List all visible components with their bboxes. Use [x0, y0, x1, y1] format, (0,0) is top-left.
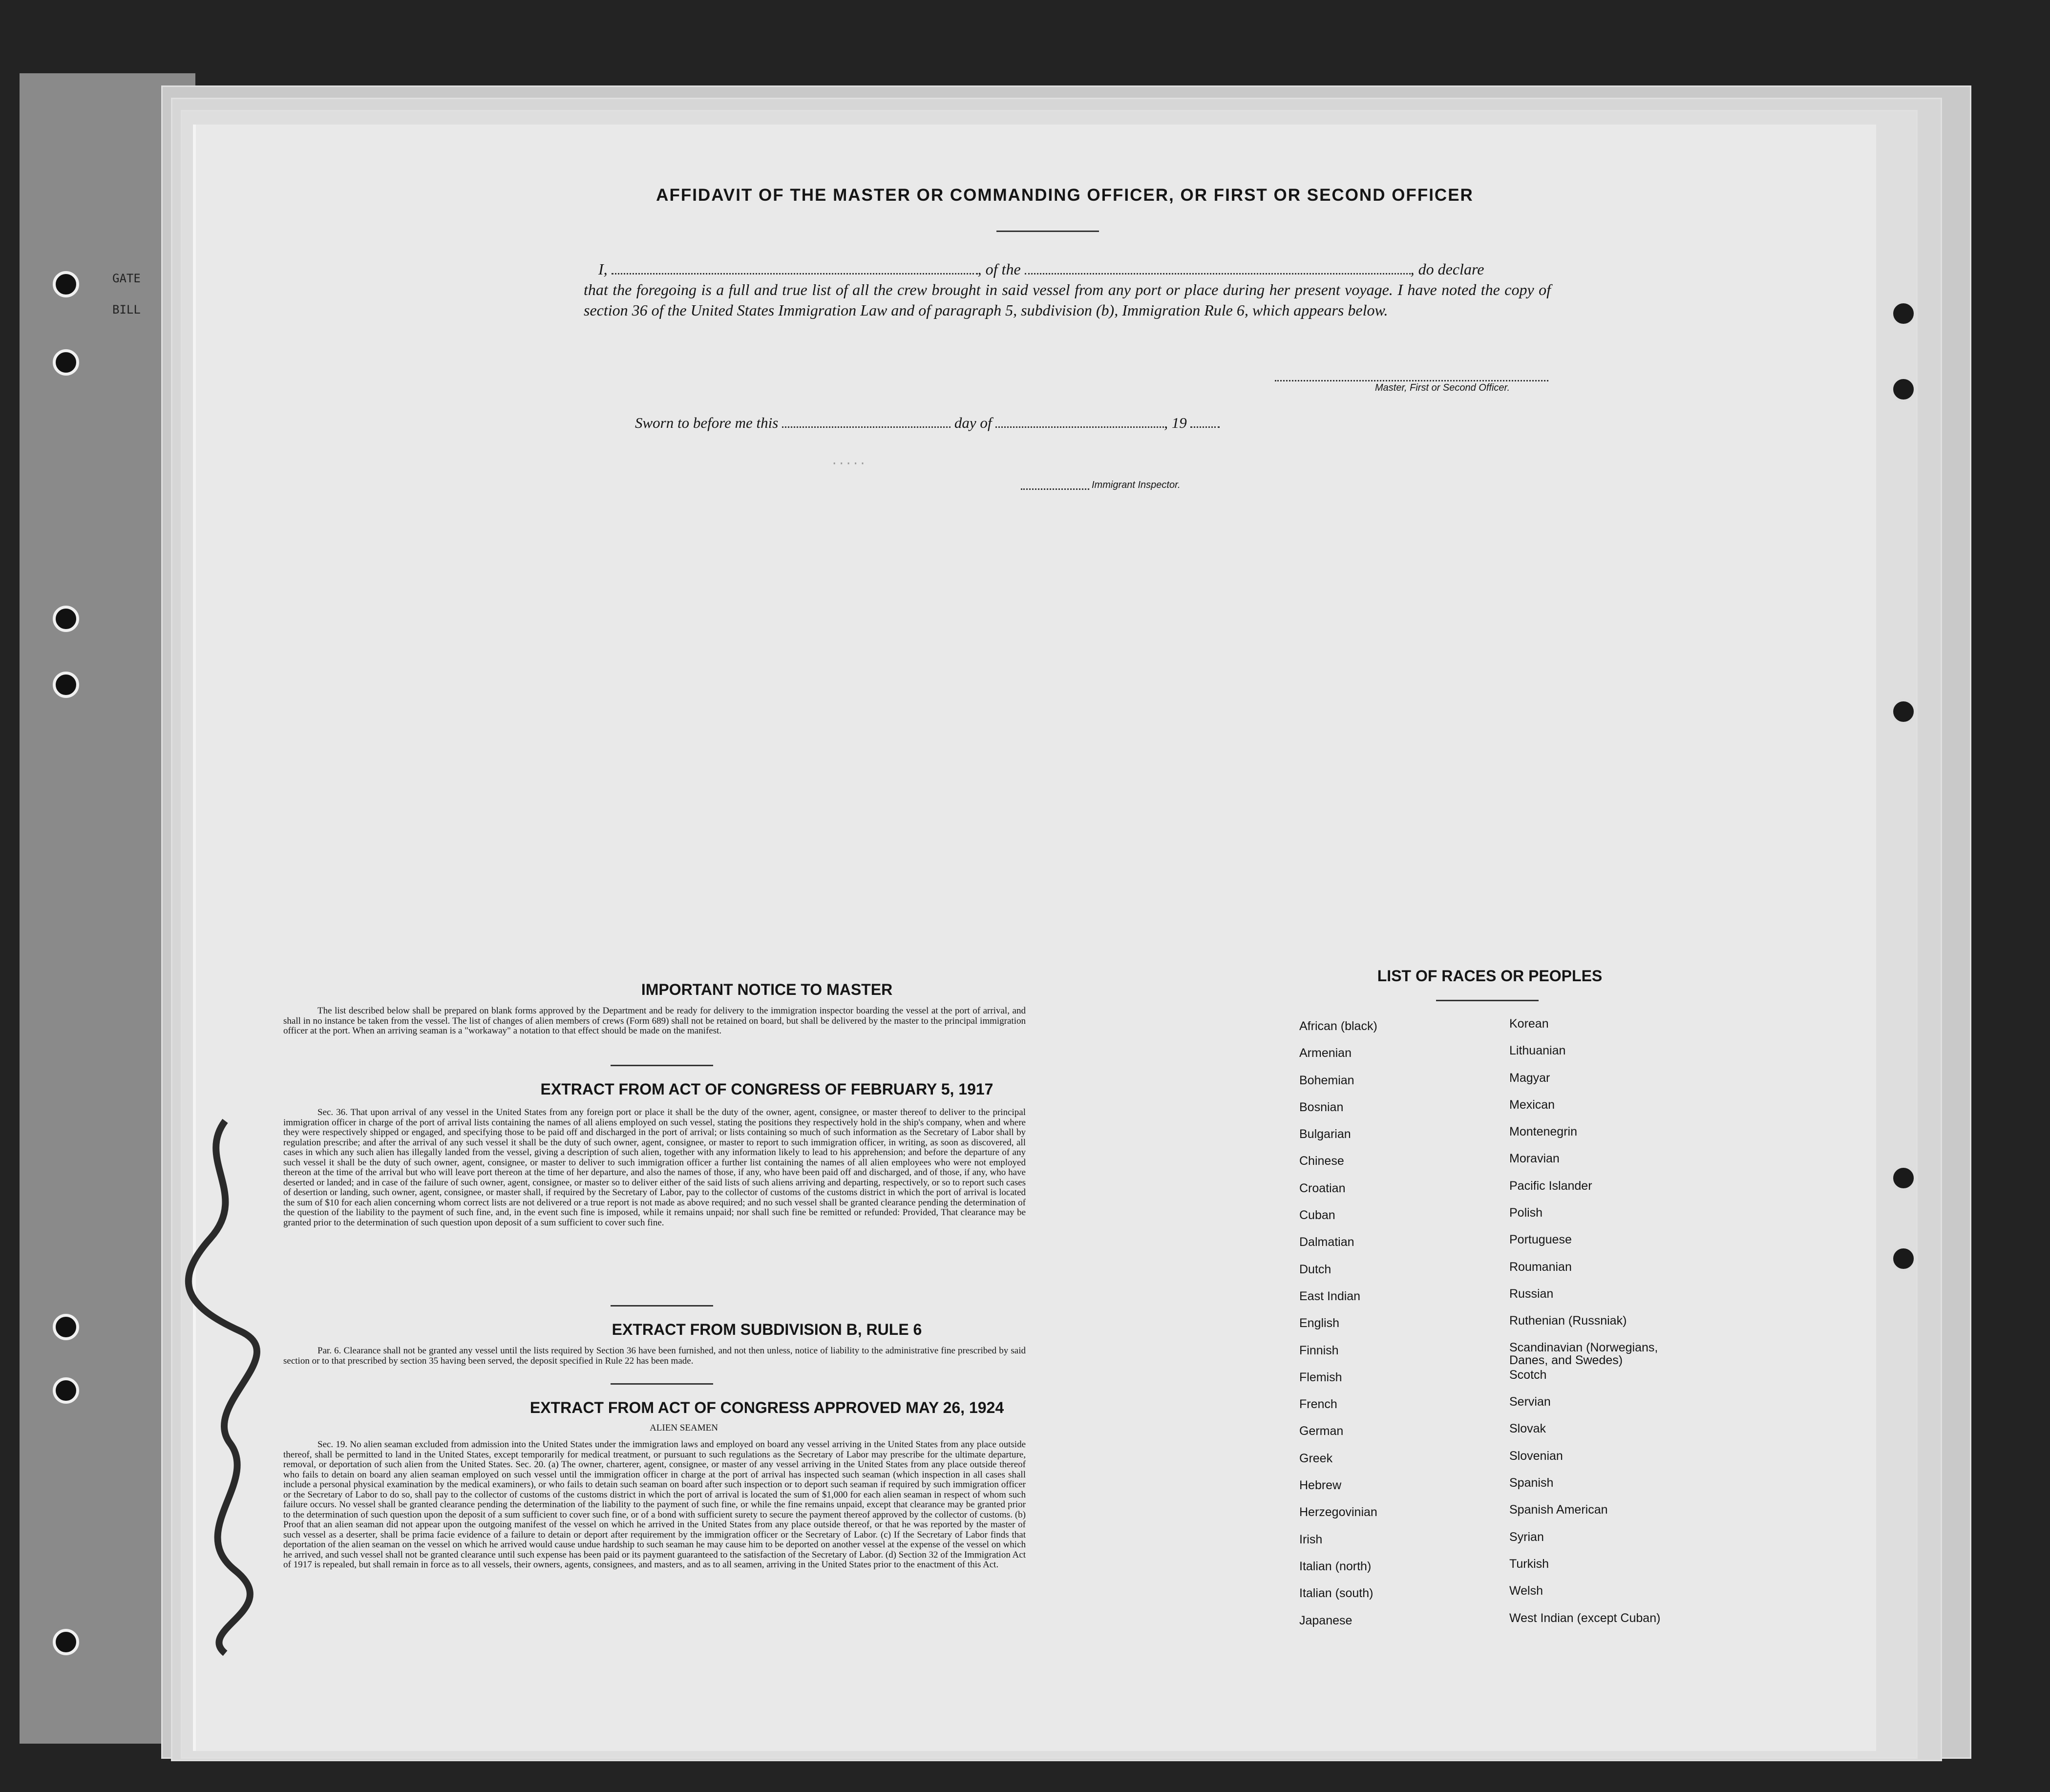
- race-item: Mexican: [1509, 1097, 1555, 1112]
- race-item: Moravian: [1509, 1152, 1560, 1166]
- notice-text: The list described below shall be prepared on blank forms approved by the Department and be ready for delivery to the immigration inspector boarding the vessel at the port of arrival, and shall in no instance be taken from the vessel. The list of changes of alien members of crews (Form 689) shall not be retained on board, but shall be delivered by the master to the principal immigration officer at the port. When an arriving seaman is a "workaway" a notation to that effect should be made on the manifest.: [283, 1006, 1026, 1036]
- declarant-prefix: I,: [598, 260, 608, 278]
- master-signature-label: Master, First or Second Officer.: [1375, 382, 1510, 393]
- inspector-label: Immigrant Inspector.: [1092, 480, 1181, 490]
- race-item: Syrian: [1509, 1530, 1544, 1544]
- binder-hole: [53, 1377, 79, 1404]
- races-title: LIST OF RACES OR PEOPLES: [1377, 967, 1603, 985]
- pen-scribble: [167, 1101, 274, 1663]
- notice-title: IMPORTANT NOTICE TO MASTER: [641, 981, 893, 998]
- binder-hole: [53, 349, 79, 376]
- declare-text: , do declare: [1410, 260, 1484, 278]
- race-item: Japanese: [1299, 1613, 1353, 1627]
- binder-hole: [53, 271, 79, 297]
- race-item: Cuban: [1299, 1208, 1335, 1223]
- stamp-line: BILL: [112, 303, 141, 316]
- race-item: Dalmatian: [1299, 1235, 1354, 1249]
- race-item: Scotch: [1509, 1368, 1547, 1382]
- race-item: Magyar: [1509, 1071, 1550, 1085]
- race-item: Bosnian: [1299, 1100, 1344, 1114]
- binder-hole: [53, 672, 79, 698]
- race-item: Finnish: [1299, 1343, 1339, 1357]
- race-item: Flemish: [1299, 1370, 1342, 1384]
- race-item: German: [1299, 1424, 1344, 1438]
- binder-hole: [53, 1314, 79, 1340]
- race-item: Irish: [1299, 1532, 1323, 1546]
- extract-1924-subtitle: ALIEN SEAMEN: [650, 1423, 718, 1433]
- extract-rule6-text: Par. 6. Clearance shall not be granted any vessel until the lists required by Section 36 have been furnished, and not then unless, notice of liability to the administrative fine prescribed by said section or to that prescribed by section 35 having been served, the deposit specified in Rule 22 has been made.: [283, 1346, 1026, 1366]
- race-item: Italian (south): [1299, 1586, 1374, 1601]
- race-item: Chinese: [1299, 1154, 1344, 1168]
- race-item: English: [1299, 1316, 1339, 1330]
- race-item: East Indian: [1299, 1289, 1361, 1303]
- races-right-column: [1509, 1017, 1685, 1638]
- extract-rule6-title: EXTRACT FROM SUBDIVISION B, RULE 6: [612, 1321, 922, 1338]
- extract-1917-title: EXTRACT FROM ACT OF CONGRESS OF FEBRUARY 5, 1917: [540, 1080, 993, 1098]
- faint-handwriting: ·····: [831, 457, 866, 470]
- sworn-prefix: Sworn to before me this: [635, 414, 779, 431]
- race-item: Roumanian: [1509, 1260, 1572, 1274]
- race-item: Montenegrin: [1509, 1125, 1577, 1139]
- declarant-name-blank[interactable]: [612, 273, 978, 274]
- master-signature-line: [1275, 380, 1548, 381]
- sworn-year-label: , 19: [1164, 414, 1187, 431]
- section-divider: [611, 1383, 713, 1385]
- race-item: Turkish: [1509, 1557, 1549, 1571]
- race-item: Bulgarian: [1299, 1127, 1351, 1141]
- sworn-day-blank[interactable]: [782, 426, 951, 428]
- binder-hole: [53, 606, 79, 632]
- race-item: African (black): [1299, 1019, 1377, 1033]
- binder-hole: [1890, 1165, 1917, 1191]
- race-item: Slovenian: [1509, 1449, 1563, 1463]
- affidavit-title: AFFIDAVIT OF THE MASTER OR COMMANDING OFFICER, OR FIRST OR SECOND OFFICER: [656, 186, 1474, 205]
- race-item: Dutch: [1299, 1262, 1331, 1276]
- race-item: Croatian: [1299, 1181, 1346, 1195]
- race-item: Russian: [1509, 1286, 1554, 1301]
- inspector-signature-line: [1021, 488, 1089, 490]
- races-left-column: [1299, 1019, 1377, 1641]
- binder-hole: [1890, 376, 1917, 402]
- race-item: Lithuanian: [1509, 1044, 1566, 1058]
- sworn-line: [635, 414, 1220, 432]
- vessel-name-blank[interactable]: [1025, 273, 1411, 274]
- race-item: Polish: [1509, 1206, 1543, 1220]
- declaration-line: [584, 259, 1551, 279]
- race-item: West Indian (except Cuban): [1509, 1611, 1661, 1625]
- sworn-day-label: day of: [954, 414, 992, 431]
- race-item: Herzegovinian: [1299, 1505, 1377, 1519]
- race-item: Scandinavian (Norwegians, Danes, and Swedes): [1509, 1340, 1658, 1367]
- race-item: Hebrew: [1299, 1478, 1342, 1493]
- race-item: Armenian: [1299, 1046, 1352, 1060]
- affidavit-body: that the foregoing is a full and true list of all the crew brought in said vessel from any port or place during her present voyage. I have noted the copy of section 36 of the United States Immigration Law and of paragraph 5, subdivision (b), Immigration Rule 6, which appears below.: [584, 281, 1551, 319]
- sworn-year-blank[interactable]: [1190, 426, 1220, 428]
- extract-1924-text: Sec. 19. No alien seaman excluded from admission into the United States under the immigration laws and employed on board any vessel arriving in the United States from any place outside thereof, shall be permitted to land in the United States, except temporarily for medical treatment, or pursuant to such regulations as the Secretary of Labor may prescribe for the ultimate departure, removal, or deportation of such alien from the United States. Sec. 20. (a) The owner, charterer, agent, consignee, or master of any vessel arriving in the United States from any place outside thereof who fails to detain on board any alien seaman employed on such vessel until the immigration officer in charge at the port of arrival has inspected such seaman (which inspection in all cases shall include a personal physical examination by the medical examiners), or who fails to detain such seaman on board after such inspection or to deport such seaman if required by such immigration officer or the Secretary of Labor to do so, shall pay to the collector of customs of the customs district in which the port of arrival is located the sum of $1,000 for each alien seaman in respect of whom such failure occurs. No vessel shall be granted clearance pending the determination of the liability to the payment of such fine, or while the fine remains unpaid, except that clearance may be granted prior to the determination of such question upon the deposit of a sum sufficient to cover such fine, or of a bond with sufficient surety to secure the payment thereof approved by the collector of customs. (b) Proof that an alien seaman did not appear upon the outgoing manifest of the vessel on which he arrived in the United States from any place outside thereof, or that he was reported by the master of such vessel as a deserter, shall be prima facie evidence of a failure to detain or deport after requirement by the immigration officer or the Secretary of Labor. (c) If the Secretary of Labor finds that deportation of the alien seaman on the vessel on which he arrived would cause undue hardship to such seaman he may cause him to be deported on another vessel at the expense of the vessel on which he arrived, and such vessel shall not be granted clearance until such expense has been paid or its payment guaranteed to the satisfaction of the Secretary of Labor. (d) Section 32 of the Immigration Act of 1917 is repealed, but shall remain in force as to all vessels, their owners, agents, consignees, and masters, and as to all seamen, arriving in the United States prior to the enactment of this Act.: [283, 1439, 1026, 1570]
- extract-1924-title: EXTRACT FROM ACT OF CONGRESS APPROVED MAY 26, 1924: [529, 1399, 1004, 1416]
- title-divider: [996, 231, 1099, 232]
- race-item: Korean: [1509, 1017, 1549, 1031]
- binder-hole: [1890, 1245, 1917, 1272]
- section-divider: [611, 1305, 713, 1307]
- vessel-prefix: , of the: [977, 260, 1021, 278]
- race-item: Greek: [1299, 1451, 1333, 1465]
- section-divider: [611, 1065, 713, 1066]
- stamp-line: GATE: [112, 272, 141, 285]
- race-item: Spanish American: [1509, 1503, 1608, 1517]
- race-item: Ruthenian (Russniak): [1509, 1314, 1627, 1328]
- binder-hole: [1890, 698, 1917, 725]
- race-item: Welsh: [1509, 1584, 1543, 1598]
- race-item: Bohemian: [1299, 1073, 1354, 1087]
- race-item: Italian (north): [1299, 1559, 1372, 1573]
- affidavit-statement: [584, 259, 1551, 320]
- races-divider: [1436, 1000, 1539, 1001]
- race-item: Spanish: [1509, 1476, 1554, 1490]
- binder-hole: [53, 1629, 79, 1655]
- binder-hole: [1890, 300, 1917, 327]
- race-item: Slovak: [1509, 1422, 1546, 1436]
- race-item: Servian: [1509, 1395, 1551, 1409]
- race-item: Pacific Islander: [1509, 1179, 1592, 1193]
- extract-1917-text: Sec. 36. That upon arrival of any vessel in the United States from any foreign port or place it shall be the duty of the owner, agent, consignee, or master thereof to deliver to the principal immigration officer in charge of the port of arrival lists containing the names of all aliens employed on such vessel, stating the positions they respectively hold in the ship's company, when and where they were respectively shipped or engaged, and specifying those to be paid off and discharged in the port of arrival; or lists containing so much of such information as the Secretary of Labor shall by regulation prescribe; and after the arrival of any such vessel it shall be the duty of such owner, agent, consignee, or master to report to such immigration officer, in writing, as soon as discovered, all cases in which any such alien has illegally landed from the vessel, giving a description of such alien, together with any information likely to lead to his apprehension; and before the departure of any such vessel it shall be the duty of such owner, agent, consignee, or master to deliver to such immigration officer a further list containing the names of all alien employees who were not employed thereon at the time of the arrival but who will leave port thereon at the time of her departure, and also the names of those, if any, who have been paid off and discharged, and of those, if any, who have deserted or landed; and in case of the failure of such owner, agent, consignee, or master so to deliver either of the said lists of such aliens arriving and departing, respectively, or so to report such cases of desertion or landing, such owner, agent, consignee, or master shall, if required by the Secretary of Labor, pay to the collector of customs of the customs district in which the port of arrival is located the sum of $10 for each alien concerning whom correct lists are not delivered or a true report is not made as above required; and no such vessel shall be granted clearance pending the determination of the question of the liability to the payment of such fine, and, in the event such fine is imposed, while it remains unpaid; nor shall such fine be remitted or refunded: Provided, That clearance may be granted prior to the determination of such question upon deposit of a sum sufficient to cover such fine.: [283, 1107, 1026, 1228]
- race-item: French: [1299, 1397, 1337, 1412]
- race-item: Portuguese: [1509, 1233, 1572, 1247]
- sworn-month-blank[interactable]: [995, 426, 1164, 428]
- side-stamp: [112, 263, 141, 325]
